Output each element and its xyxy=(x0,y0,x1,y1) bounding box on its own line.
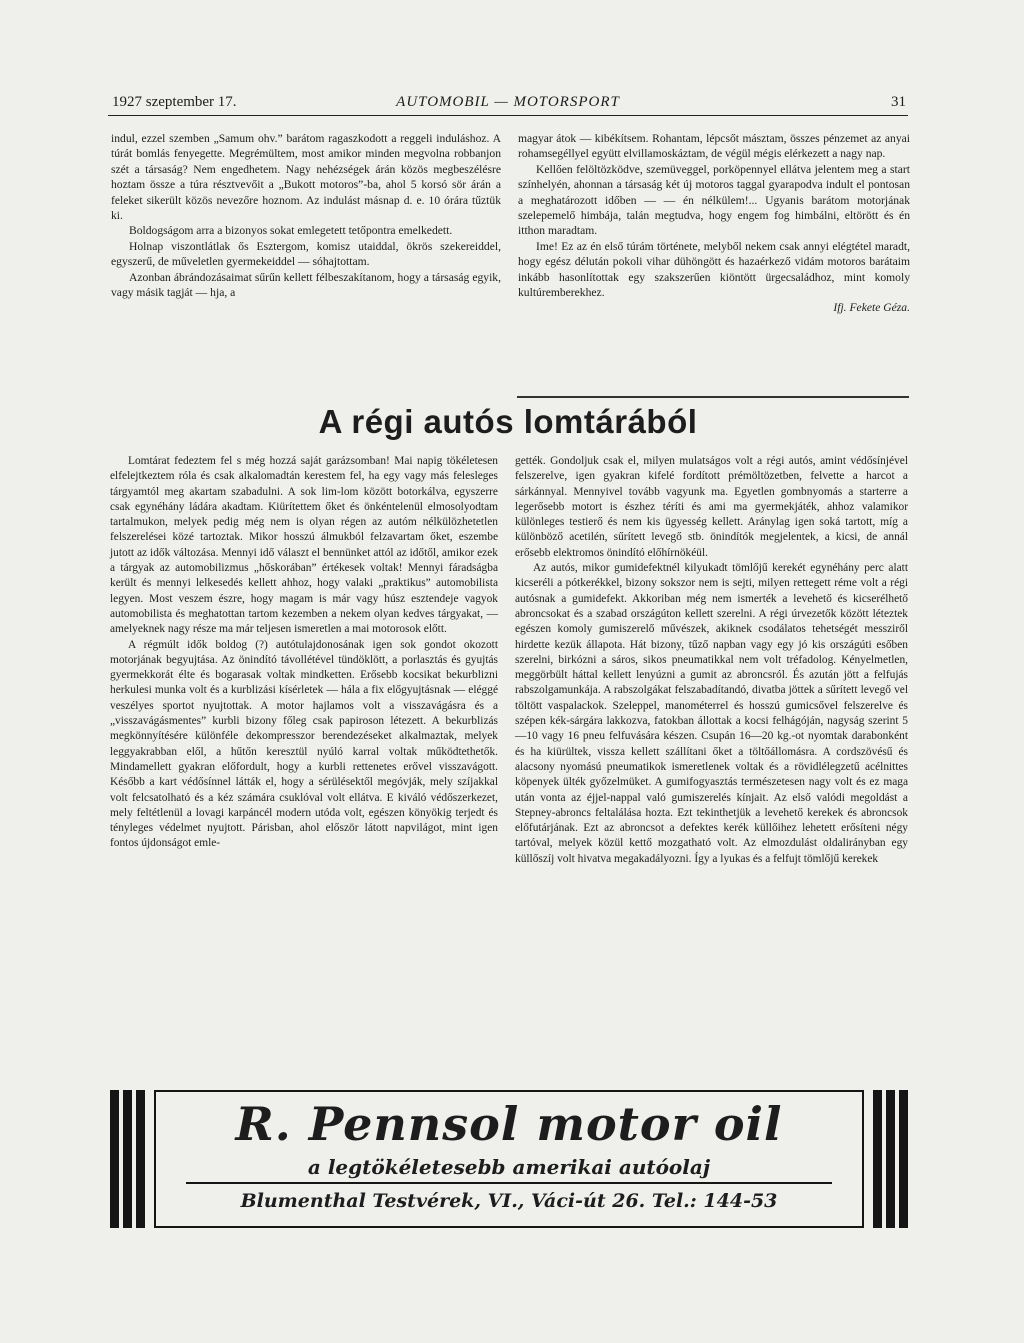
article-heading: A régi autós lomtárából xyxy=(318,403,698,440)
paragraph: Lomtárat fedeztem fel s még hozzá saját garázsomban! Mai napig tökéletesen elfelejtkeztem róla és csak alkalomadtán kerestem fel, ha egy vagy más felesleges tárgyamtól meg akartam szabadulni. A sok lim-lom között botorkálva, egyszerre csak egynéhány ládára akadtam. Kiürítettem őket és önkéntelenül elmosolyodtam tartalmukon, melyek pedig még nem is olyan régen az autóm nélkülözhetetlen felszerelései közé tartoztak. Mikor hosszú álmukból felzavartam őket, eszembe jutott az idők változása. Mennyi idő választ el bennünket attól az időtől, amikor ezek a tárgyak az automobilizmus „hőskorában” értékesek voltak! Mennyi fáradságba került és mennyi lelkesedés kellett ahhoz, hogy valaki „praktikus” automobilista legyen. Most veszem észre, hogy magam is már vagy húsz esztendeje vagyok automobilista és meghatottan tartom kezemben a nekem olyan kedves tárgyakat, — amelyeknek nagy része ma már teljesen ismeretlen a mai motorosok előtt. xyxy=(110,455,498,636)
paragraph: Boldogságom arra a bizonyos sokat emlegetett tetőpontra emelkedett. xyxy=(129,224,453,238)
paragraph: Ime! Ez az én első túrám története, melyből nekem csak annyi elégtétel maradt, hogy egész délután pokoli vihar dühöngött és hazaérkező vidám motoros barátaim inkább hasonlítottak egy szakszerűen kiöntött ürgecsaládhoz, mint komoly kultúremberekhez. xyxy=(518,239,910,300)
ad-brand: R. Pennsol motor oil xyxy=(235,1097,783,1151)
paragraph: Azonban ábrándozásaimat sűrűn kellett félbeszakítanom, hogy a társaság egyik, vagy másik tagját — hja, a xyxy=(111,270,501,300)
advertisement-box xyxy=(110,1090,908,1228)
ad-bar xyxy=(899,1090,908,1228)
ad-divider xyxy=(186,1182,832,1184)
paragraph: gették. Gondoljuk csak el, milyen mulatságos volt a régi autós, amint védősínjével felszerelve, igen gyakran kifelé fordított prémöltözetben, felvette a harcot a sárkánnyal. Mennyivel tovább vagyunk ma. Egyetlen gombnyomás a starterre a legerősebb motort is észhez téríti és ami ma gyermekjáték, ahhoz valamikor különleges testierő és nem kis ügyesség kellett. Aránylag igen soká tartott, míg a különböző acetilén, sűrített levegő stb. önindítók megjelentek, a kicsi, de annál erősebb elektromos önindító előhírnökéül. xyxy=(515,455,908,559)
ad-bar xyxy=(110,1090,119,1228)
paragraph: A régmúlt idők boldog (?) autótulajdonosának igen sok gondot okozott motorjának begyujtása. Az önindító távollétével tündöklött, a porlasztás és gyujtás gyermekkorát élte és bogarasak voltak mindketten. Erősebb kocsikat bekurblizni herkulesi munka volt és a kurblizási kísérletek — hála a fix előgyujtásnak — eléggé veszélyes sportot nyujtottak. A motor hajlamos volt a visszavágásra és a „visszavágásmentes” kurbli bizony főleg csak papiroson létezett. A bekurblizás megkönnyítésére különféle dekompresszor berendezéseket alkalmaztak, melyek leggyakrabban elől, a hűtőn keresztül nyúló karral voltak működtethetők. Mindamellett gyakran előfordult, hogy a kurbli rettenetes erővel visszavágott. Később a kart védősínnel látták el, hogy a sérülésektől megóvják, mely szíjakkal volt felcsatolható és a kéz számára csuklóval volt ellátva. E kiváló védőszerkezet, mely feltétlenül a lovagi karpáncél modern utóda volt, egészen könyökig terjedt és tényleges védelmet nyujtott. Párisban, ahol először látott napvilágot, mint igen fontos újdonságot emle- xyxy=(110,638,498,850)
article-column-1 xyxy=(110,454,498,852)
paragraph: magyar átok — kibékítsem. Rohantam, lépcsőt másztam, összes pénzemet az anyai rohamsegéllyel együtt elvillamoskáztam, de végül mégis elérkezett a nagy nap. xyxy=(518,132,910,161)
paragraph: Holnap viszontlátlak ős Esztergom, komisz utaiddal, ökrös szekereiddel, egyszerű, de műveletlen gyermekeiddel — sóhajtottam. xyxy=(111,239,501,269)
magazine-title: AUTOMOBIL — MOTORSPORT xyxy=(396,94,620,110)
ad-address: Blumenthal Testvérek, VI., Váci-út 26. Tel.: 144-53 xyxy=(240,1190,778,1212)
prev-article-column-2 xyxy=(518,131,910,316)
ad-bar xyxy=(873,1090,882,1228)
ad-bar xyxy=(123,1090,132,1228)
paragraph: Kellően felöltözködve, szemüveggel, porköpennyel ellátva jelentem meg a start színhelyén, ahonnan a társaság két új motoros taggal gyarapodva indult el pontosan a meghatározott időben — — én nélkülem!... Ugyanis barátom motorjának szelepemelő himbája, talán megtudva, hogy engem fog himbálni, eltörött és én itthon maradtam. xyxy=(518,162,910,238)
prev-article-column-1 xyxy=(111,131,501,300)
ad-tagline: a legtökéletesebb amerikai autóolaj xyxy=(307,1155,711,1179)
article-column-2 xyxy=(515,454,908,867)
author-signature: Ifj. Fekete Géza. xyxy=(833,301,910,315)
paragraph: indul, ezzel szemben „Samum ohv.” barátom ragaszkodott a reggeli induláshoz. A túrát bomlás fenyegette. Megrémültem, most amikor minden megvolna robbanjon szét a társaság? Nem engedhetem. Nagy nehézségek árán közös megbeszélésre hoztam össze a túra résztvevőit a „Bukott motoros”-ba, ahol 5 korsó sör árán a feleket sikerült közös nevezőre hoznom. Az indulást másnap d. e. 10 órára tűztük ki. xyxy=(111,132,501,223)
ad-right-bars xyxy=(870,1090,908,1228)
ad-left-bars xyxy=(110,1090,148,1228)
issue-date: 1927 szeptember 17. xyxy=(112,94,237,110)
ad-bar xyxy=(886,1090,895,1228)
ad-frame xyxy=(154,1090,864,1228)
ad-bar xyxy=(136,1090,145,1228)
page-header xyxy=(108,93,908,116)
divider-rule xyxy=(517,396,909,398)
paragraph: Az autós, mikor gumidefektnél kilyukadt tömlőjű kerekét egynéhány perc alatt kicseréli a pótkerékkel, bizony sokszor nem is sejti, milyen rettegett réme volt a régi autósnak a gumidefekt. Akkoriban még nem ismerték a levehető és kicserélhető abroncsokat és a szabad országúton kellett szerelni. A régi úrvezetők között léteztek egészen komoly gumiszerelő művészek, akiknek csodálatos tehetségét messziről hirdette kezük állapota. Hát bizony, tűző napban vagy egy jó kis országúti esőben szerelni, birkózni a sáros, sikos pneumatikkal nem volt tréfadolog. Kényelmetlen, meggörbült háttal kellett lenyúzni a gumit az abroncsról. És azután jött a felfujás rabszolgamunkája. A rabszolgákat felszabadítandó, divatba jöttek a sűrített levegő vel töltött vaspalackok. Szeleppel, manométerrel és hosszú gumicsővel felszerelve és szépen kék-sárgára lakkozva, fatokban állottak a kocsi felhágóján, nagyság szerint 5—10 vagy 16 pneu felfuvására készen. Csupán 16—20 kg.-ot nyomtak darabonként és ha kiürültek, vissza kellett szállítani őket a töltőállomásra. A cordszövésű és alacsony nyomású pneumatikok ismeretlenek voltak és a rövidlélegzetű acélnittes köpenyek ülték győzelmüket. A gumifogyasztás természetesen nagy volt és ez maga után vonta az éjjel-nappal való gumiszerelés kínjait. Az első valódi megoldást a Stepney-abroncs feltalálása hozta. Ezt tekinthetjük a levehető kerekek és abroncsok előfutárjának. Ezt az abroncsot a defektes kerék küllőihez lehetett erősíteni négy tartóval, melyek közül kettő mozgatható volt. Az elmozdulást oldalirányban egy küllőszíj volt hivatva megakadályozni. Így a lyukas és a felfujt tömlőjű kerekek xyxy=(515,562,908,865)
page-number: 31 xyxy=(891,94,906,110)
